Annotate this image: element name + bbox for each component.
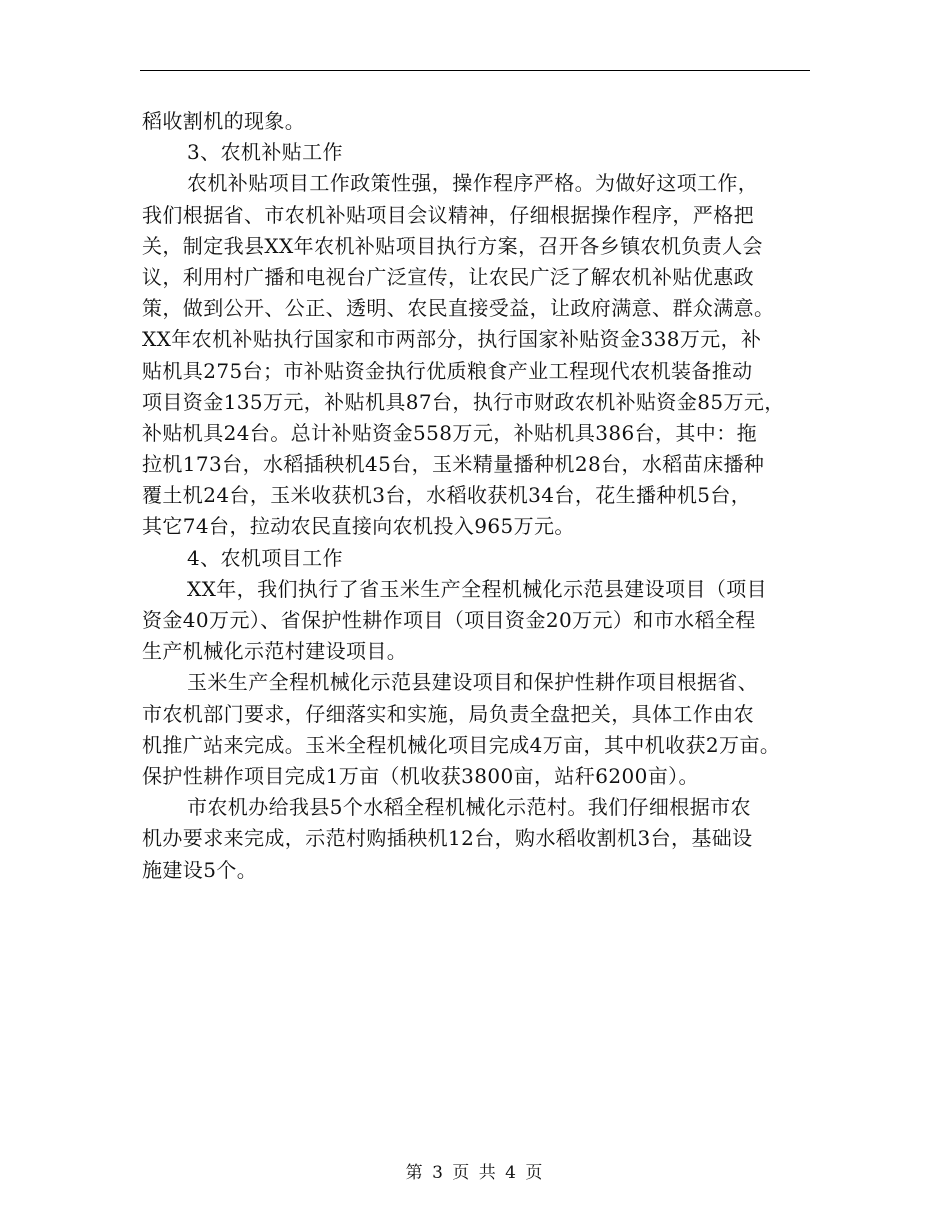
text-line: 机办要求来完成，示范村购插秧机12台，购水稻收割机3台，基础设	[142, 826, 753, 851]
text-line: 农机补贴项目工作政策性强，操作程序严格。为做好这项工作，	[187, 171, 759, 196]
text-line: 项目资金135万元，补贴机具87台，执行市财政农机补贴资金85万元，	[142, 389, 785, 414]
text-line: 拉机173台，水稻插秧机45台，玉米精量播种机28台，水稻苗床播种	[142, 452, 765, 477]
text-line: XX年，我们执行了省玉米生产全程机械化示范县建设项目（项目	[187, 576, 768, 601]
text-line: 施建设5个。	[142, 857, 258, 882]
text-line: 玉米生产全程机械化示范县建设项目和保护性耕作项目根据省、	[187, 670, 759, 695]
text-line: 机推广站来完成。玉米全程机械化项目完成4万亩，其中机收获2万亩。	[142, 732, 781, 757]
text-line: 稻收割机的现象。	[142, 109, 306, 133]
text-line: 生产机械化示范村建设项目。	[142, 639, 408, 664]
text-line: 议，利用村广播和电视台广泛宣传，让农民广泛了解农机补贴优惠政	[142, 264, 754, 289]
text-line: 贴机具275台；市补贴资金执行优质粮食产业工程现代农机装备推动	[142, 358, 753, 383]
text-line: 我们根据省、市农机补贴项目会议精神，仔细根据操作程序，严格把	[142, 202, 754, 227]
section-heading: 4、农机项目工作	[187, 545, 343, 570]
text-line: 关，制定我县XX年农机补贴项目执行方案，召开各乡镇农机负责人会	[142, 233, 763, 258]
text-line: 资金40万元）、省保护性耕作项目（项目资金20万元）和市水稻全程	[142, 608, 756, 632]
header-rule	[140, 70, 810, 71]
text-line: 保护性耕作项目完成1万亩（机收获3800亩，站秆6200亩）。	[142, 763, 699, 788]
text-line: 补贴机具24台。总计补贴资金558万元，补贴机具386台，其中：拖	[142, 420, 757, 445]
section-heading: 3、农机补贴工作	[187, 140, 343, 165]
text-line: 其它74台，拉动农民直接向农机投入965万元。	[142, 514, 575, 539]
text-line: XX年农机补贴执行国家和市两部分，执行国家补贴资金338万元，补	[142, 327, 762, 352]
text-line: 市农机办给我县5个水稻全程机械化示范村。我们仔细根据市农	[187, 795, 751, 820]
text-line: 市农机部门要求，仔细落实和实施，局负责全盘把关，具体工作由农	[142, 701, 754, 726]
page-number: 第 3 页 共 4 页	[405, 1163, 545, 1183]
text-line: 策，做到公开、公正、透明、农民直接受益，让政府满意、群众满意。	[142, 296, 775, 321]
text-line: 覆土机24台，玉米收获机3台，水稻收获机34台，花生播种机5台，	[142, 483, 752, 508]
body-text	[142, 106, 822, 886]
